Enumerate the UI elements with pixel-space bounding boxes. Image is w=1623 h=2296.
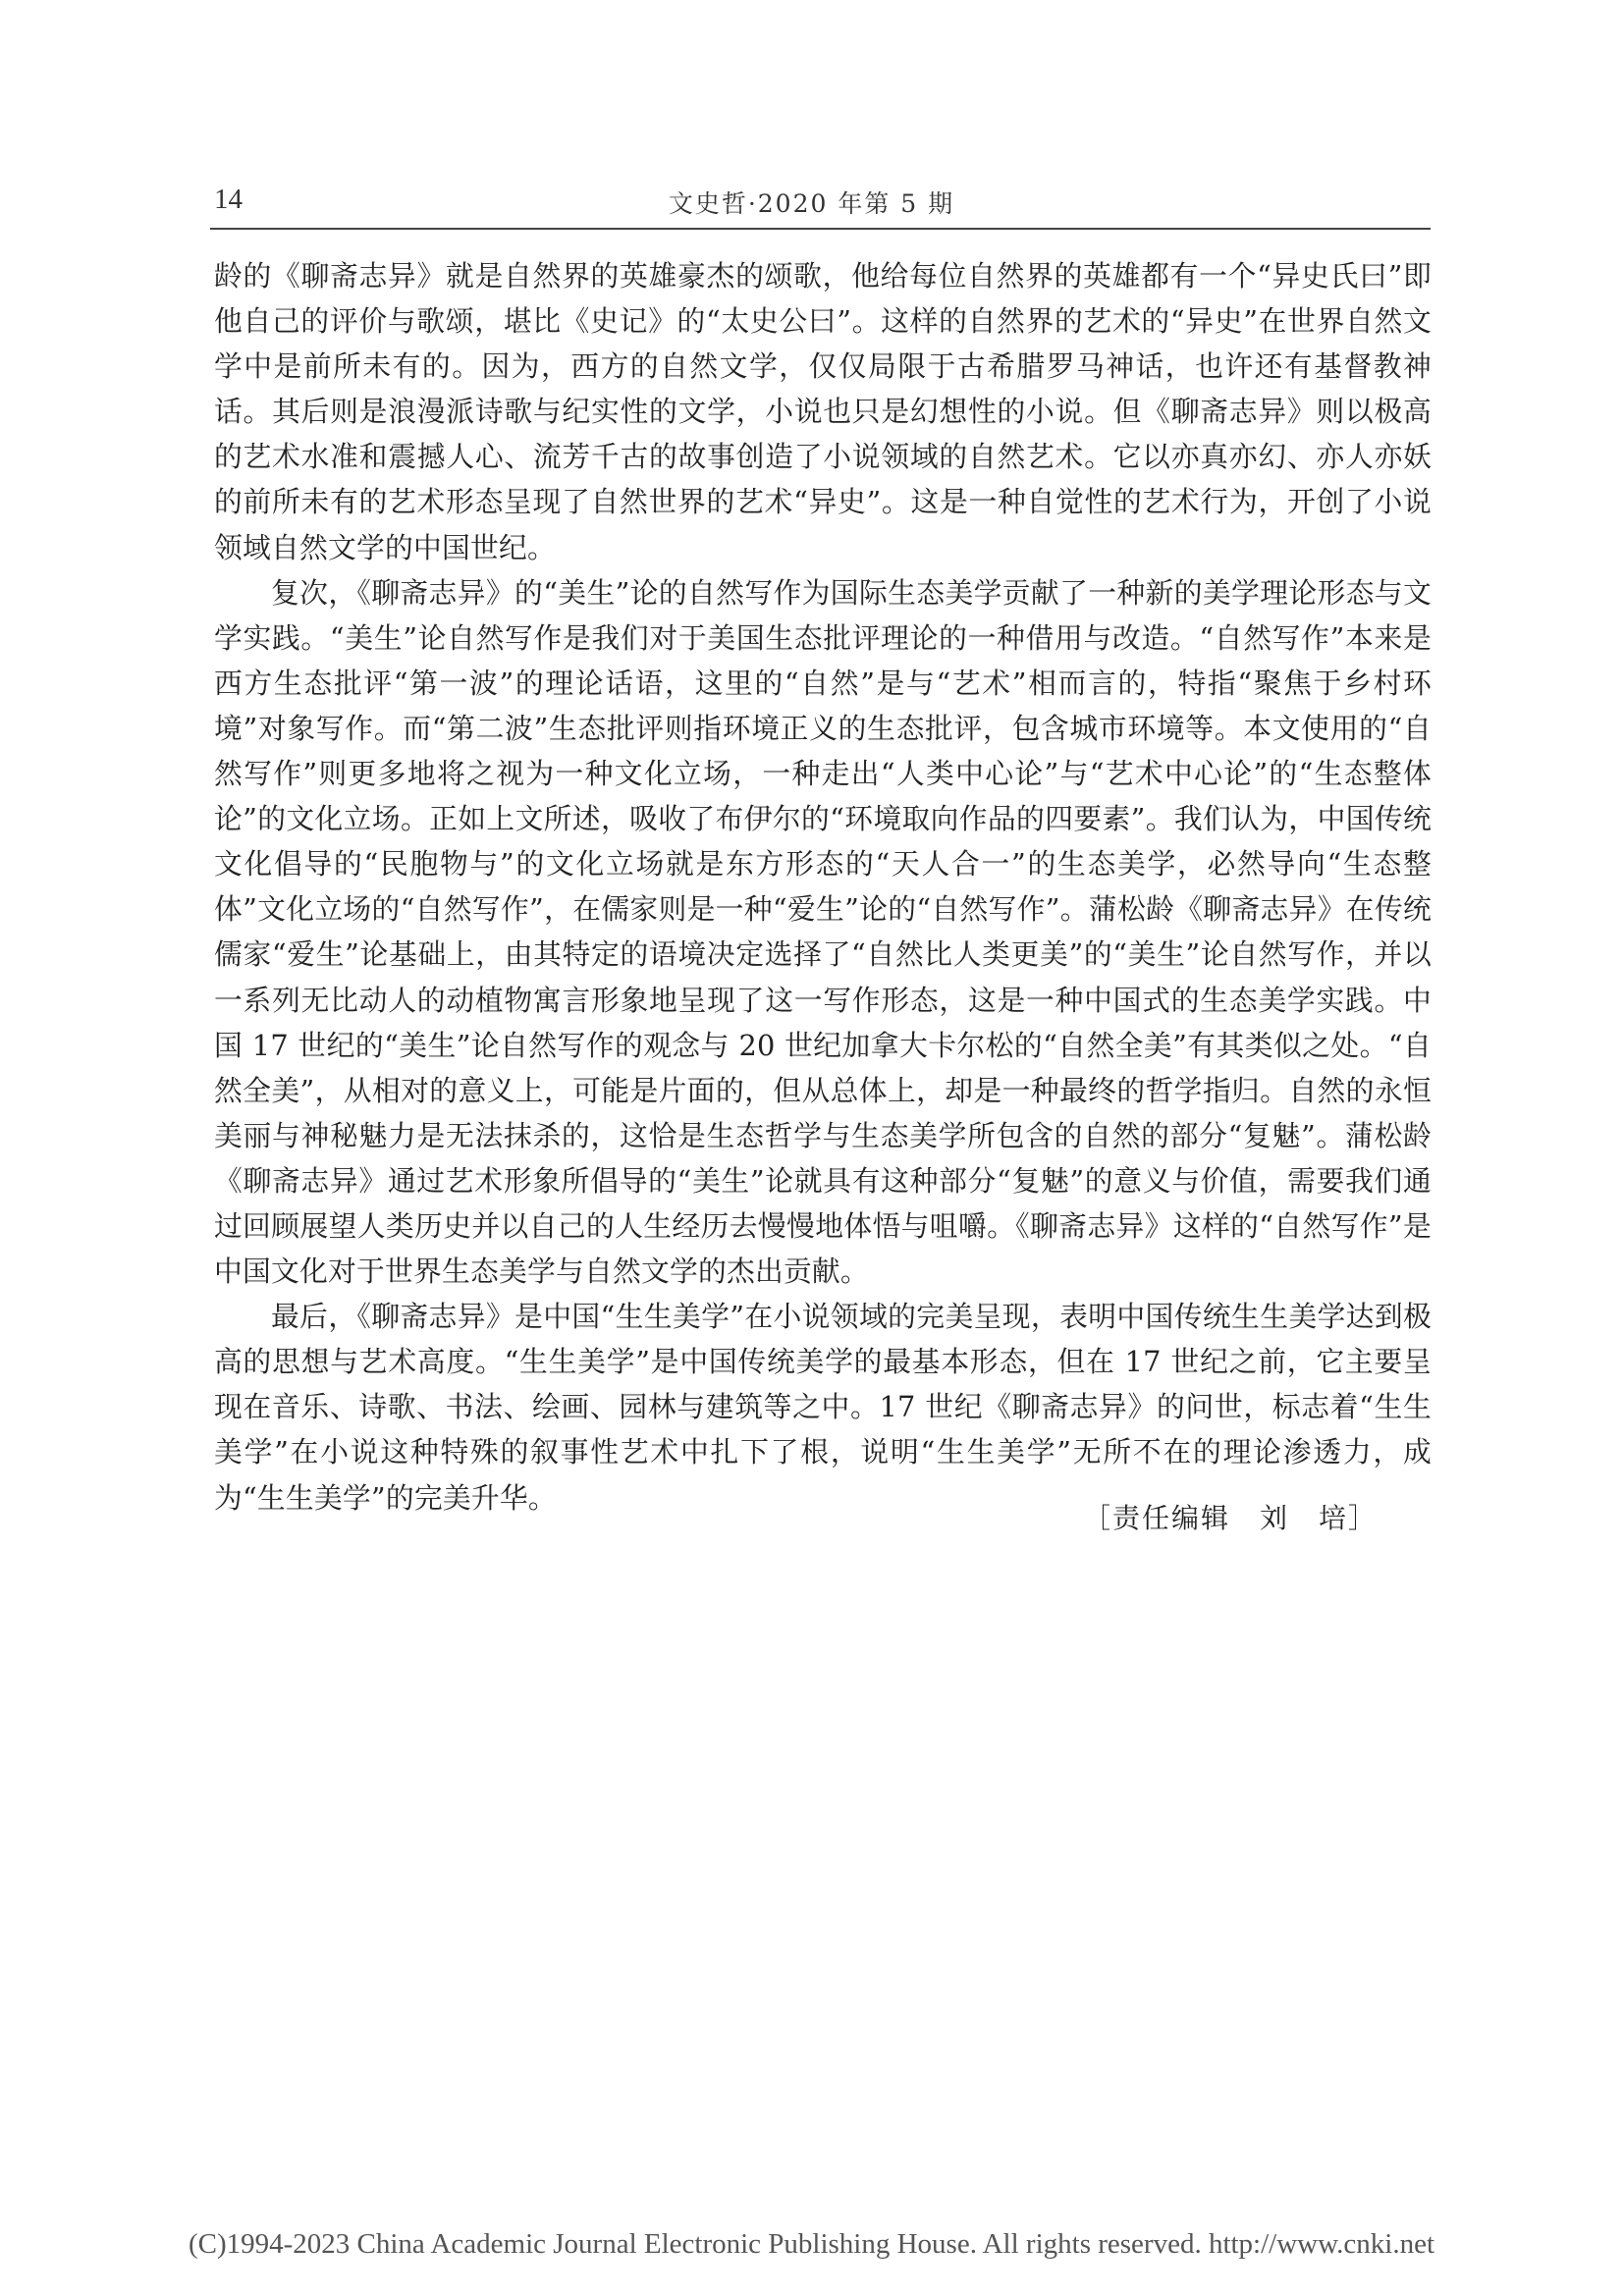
copyright-footer: (C)1994-2023 China Academic Journal Electronic Publishing House. All rights reserved. http://www.cnki.net	[188, 2228, 1435, 2260]
article-body	[214, 253, 1432, 1521]
paragraph: 复次，《聊斋志异》的“美生”论的自然写作为国际生态美学贡献了一种新的美学理论形态与文学实践。“美生”论自然写作是我们对于美国生态批评理论的一种借用与改造。“自然写作”本来是西方生态批评“第一波”的理论话语，这里的“自然”是与“艺术”相而言的，特指“聚焦于乡村环境”对象写作。而“第二波”生态批评则指环境正义的生态批评，包含城市环境等。本文使用的“自然写作”则更多地将之视为一种文化立场，一种走出“人类中心论”与“艺术中心论”的“生态整体论”的文化立场。正如上文所述，吸收了布伊尔的“环境取向作品的四要素”。我们认为，中国传统文化倡导的“民胞物与”的文化立场就是东方形态的“天人合一”的生态美学，必然导向“生态整体”文化立场的“自然写作”，在儒家则是一种“爱生”论的“自然写作”。蒲松龄《聊斋志异》在传统儒家“爱生”论基础上，由其特定的语境决定选择了“自然比人类更美”的“美生”论自然写作，并以一系列无比动人的动植物寓言形象地呈现了这一写作形态，这是一种中国式的生态美学实践。中国 17 世纪的“美生”论自然写作的观念与 20 世纪加拿大卡尔松的“自然全美”有其类似之处。“自然全美”，从相对的意义上，可能是片面的，但从总体上，却是一种最终的哲学指归。自然的永恒美丽与神秘魅力是无法抹杀的，这恰是生态哲学与生态美学所包含的自然的部分“复魅”。蒲松龄《聊斋志异》通过艺术形象所倡导的“美生”论就具有这种部分“复魅”的意义与价值，需要我们通过回顾展望人类历史并以自己的人生经历去慢慢地体悟与咀嚼。《聊斋志异》这样的“自然写作”是中国文化对于世界生态美学与自然文学的杰出贡献。	[214, 575, 1432, 1289]
header-rule	[210, 228, 1431, 230]
paragraph: 最后，《聊斋志异》是中国“生生美学”在小说领域的完美呈现，表明中国传统生生美学达到极高的思想与艺术高度。“生生美学”是中国传统美学的最基本形态，但在 17 世纪之前，它主要呈现在音乐、诗歌、书法、绘画、园林与建筑等之中。17 世纪《聊斋志异》的问世，标志着“生生美学”在小说这种特殊的叙事性艺术中扎下了根，说明“生生美学”无所不在的理论渗透力，成为“生生美学”的完美升华。	[214, 1300, 1432, 1515]
paragraph-continuation: 龄的《聊斋志异》就是自然界的英雄豪杰的颂歌，他给每位自然界的英雄都有一个“异史氏曰”即他自己的评价与歌颂，堪比《史记》的“太史公曰”。这样的自然界的艺术的“异史”在世界自然文学中是前所未有的。因为，西方的自然文学，仅仅局限于古希腊罗马神话，也许还有基督教神话。其后则是浪漫派诗歌与纪实性的文学，小说也只是幻想性的小说。但《聊斋志异》则以极高的艺术水准和震撼人心、流芳千古的故事创造了小说领域的自然艺术。它以亦真亦幻、亦人亦妖的前所未有的艺术形态呈现了自然世界的艺术“异史”。这是一种自觉性的艺术行为，开创了小说领域自然文学的中国世纪。	[214, 259, 1432, 564]
responsible-editor-note: ［责任编辑 刘 培］	[1082, 1502, 1378, 1534]
running-head: 文史哲·2020 年第 5 期	[668, 189, 955, 218]
page-number: 14	[214, 184, 243, 215]
